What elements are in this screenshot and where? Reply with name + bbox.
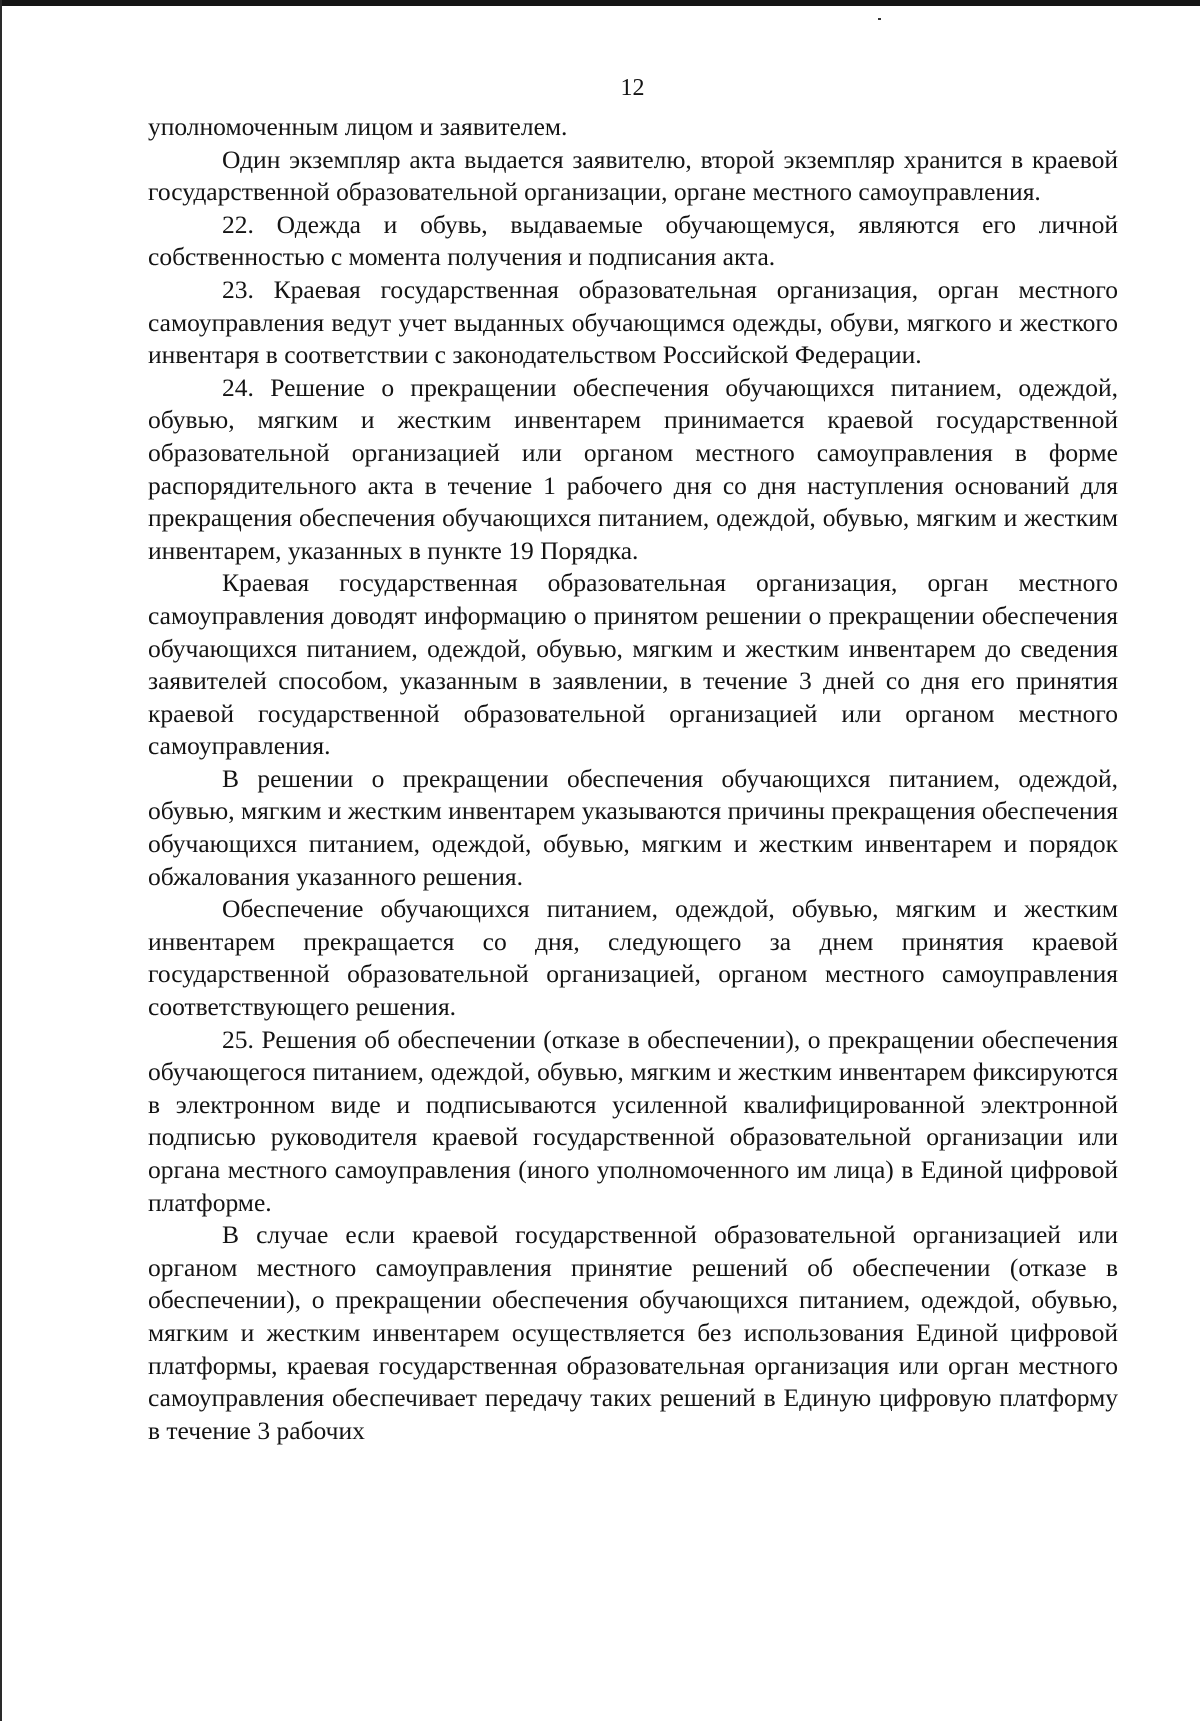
paragraph-continuation: уполномоченным лицом и заявителем.: [148, 112, 568, 141]
paragraph-decision-reasons: В решении о прекращении обеспечения обучающихся питанием, одеждой, обувью, мягким и жестким инвентарем указываются причины прекращения обеспечения обучающихся питанием, одеждой, обувью, мягким и жестким инвентарем и порядок обжалования указанного решения.: [148, 763, 1118, 891]
paragraph-without-platform: В случае если краевой государственной образовательной организацией или органом местного самоуправления принятие решений об обеспечении (отказе в обеспечении), о прекращении обеспечения обучающихся питанием, одеждой, обувью, мягким и жестким инвентарем осуществляется без использования Единой цифровой платформы, краевая государственная образовательная организация или орган местного самоуправления обеспечивает передачу таких решений в Единую цифровую платформу в течение 3 рабочих: [148, 1220, 1118, 1445]
paragraph-act-copies: Один экземпляр акта выдается заявителю, второй экземпляр хранится в краевой государственной образовательной организации, органе местного самоуправления.: [148, 144, 1118, 207]
paragraph-clause-25: 25. Решения об обеспечении (отказе в обеспечении), о прекращении обеспечения обучающегося питанием, одеждой, обувью, мягким и жестким инвентарем фиксируются в электронном виде и подписываются усиленной квалифицированной электронной подписью руководителя краевой государственной образовательной организации или органа местного самоуправления (иного уполномоченного им лица) в Единой цифровой платформе.: [148, 1024, 1118, 1217]
scan-top-edge: [0, 0, 1200, 6]
page-number: 12: [620, 75, 645, 101]
paragraph-clause-24: 24. Решение о прекращении обеспечения обучающихся питанием, одеждой, обувью, мягким и жестким инвентарем принимается краевой государственной образовательной организацией или органом местного самоуправления в форме распорядительного акта в течение 1 рабочего дня со дня наступления оснований для прекращения обеспечения обучающихся питанием, одеждой, обувью, мягким и жестким инвентарем, указанных в пункте 19 Порядка.: [148, 372, 1118, 565]
paragraph-termination-date: Обеспечение обучающихся питанием, одеждой, обувью, мягким и жестким инвентарем прекращается со дня, следующего за днем принятия краевой государственной образовательной организацией, органом местного самоуправления соответствующего решения.: [148, 894, 1118, 1022]
document-body: [148, 111, 1118, 1447]
scan-left-edge: [0, 0, 2, 1721]
paragraph-notification: Краевая государственная образовательная организация, орган местного самоуправления доводят информацию о принятом решении о прекращении обеспечения обучающихся питанием, одеждой, обувью, мягким и жестким инвентарем до сведения заявителей способом, указанным в заявлении, в течение 3 дней со дня его принятия краевой государственной образовательной организацией или органом местного самоуправления.: [148, 568, 1118, 761]
paragraph-clause-22: 22. Одежда и обувь, выдаваемые обучающемуся, являются его личной собственностью с момента получения и подписания акта.: [148, 209, 1118, 272]
scan-speck: [878, 18, 881, 20]
paragraph-clause-23: 23. Краевая государственная образовательная организация, орган местного самоуправления ведут учет выданных обучающимся одежды, обуви, мягкого и жесткого инвентаря в соответствии с законодательством Российской Федерации.: [148, 274, 1118, 370]
